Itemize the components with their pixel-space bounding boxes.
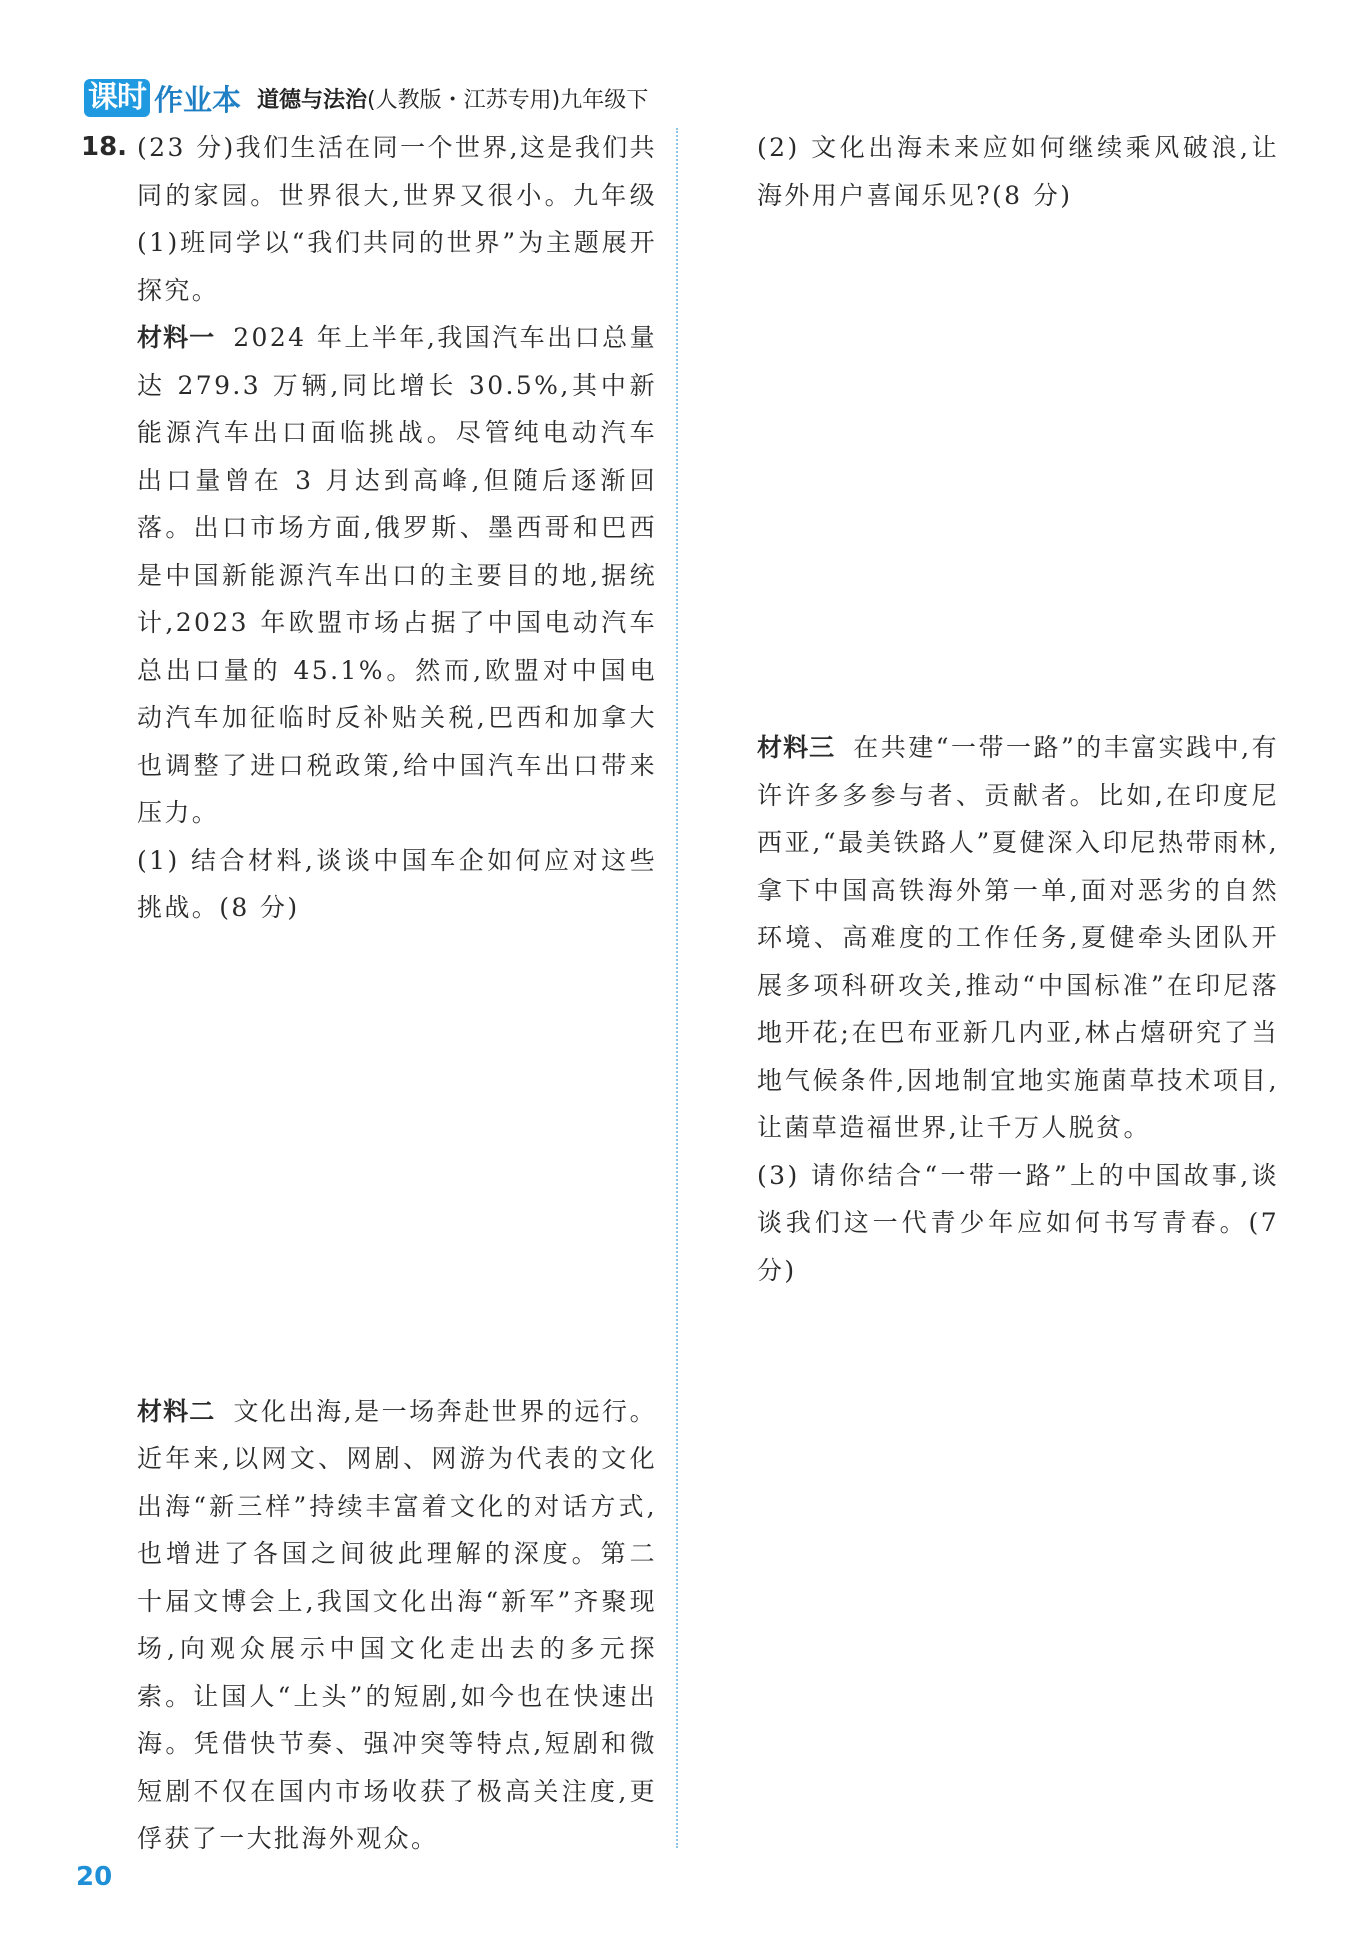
page-header [84, 78, 648, 118]
material-three-text: 在共建“一带一路”的丰富实践中,有许许多多参与者、贡献者。比如,在印度尼西亚,“最美铁路人”夏健深入印尼热带雨林,拿下中国高铁海外第一单,面对恶劣的自然环境、高难度的工作任务,夏健牵头团队开展多项科研攻关,推动“中国标准”在印尼落地开花;在巴布亚新几内亚,林占熺研究了当地气候条件,因地制宜地实施菌草技术项目,让菌草造福世界,让千万人脱贫。 [757, 733, 1279, 1142]
answer-space-1 [137, 932, 657, 1388]
material-one-text: 2024 年上半年,我国汽车出口总量达 279.3 万辆,同比增长 30.5%,其中新能源汽车出口面临挑战。尽管纯电动汽车出口量曾在 3 月达到高峰,但随后逐渐回落。出口市场方面,俄罗斯、墨西哥和巴西是中国新能源汽车出口的主要目的地,据统计,2023 年欧盟市场占据了中国电动汽车总出口量的 45.1%。然而,欧盟对中国电动汽车加征临时反补贴关税,巴西和加拿大也调整了进口税政策,给中国汽车出口带来压力。 [137, 323, 657, 827]
material-three-label: 材料三 [757, 733, 836, 762]
edition-info: (人教版・江苏专用)九年级下 [367, 87, 649, 113]
material-one [137, 314, 657, 837]
material-two-text: 文化出海,是一场奔赴世界的远行。近年来,以网文、网剧、网游为代表的文化出海“新三样”持续丰富着文化的对话方式,也增进了各国之间彼此理解的深度。第二十届文博会上,我国文化出海“新军”齐聚现场,向观众展示中国文化走出去的多元探索。让国人“上头”的短剧,如今也在快速出海。凭借快节奏、强冲突等特点,短剧和微短剧不仅在国内市场收获了极高关注度,更俘获了一大批海外观众。 [137, 1396, 657, 1853]
subject-title: 道德与法治 [257, 87, 368, 113]
page-number: 20 [76, 1862, 113, 1892]
right-column [757, 124, 1279, 1294]
question-block [81, 124, 658, 314]
sub-question-1: (1) 结合材料,谈谈中国车企如何应对这些挑战。(8 分) [137, 845, 657, 922]
material-three [757, 724, 1279, 1152]
material-two-label: 材料二 [137, 1396, 216, 1426]
brand-title: 作业本 [154, 82, 242, 117]
brand-logo: 课时 [84, 79, 150, 117]
material-two [137, 1388, 657, 1863]
column-divider [676, 128, 678, 1848]
sub-question-2: (2) 文化出海未来应如何继续乘风破浪,让海外用户喜闻乐见?(8 分) [757, 133, 1279, 210]
question-number: 18. [81, 132, 128, 162]
sub-question-3: (3) 请你结合“一带一路”上的中国故事,谈谈我们这一代青少年应如何书写青春。(7 分) [757, 1160, 1279, 1285]
material-one-label: 材料一 [137, 323, 216, 352]
answer-space-2 [757, 219, 1279, 724]
left-column [81, 124, 658, 1863]
question-intro: (23 分)我们生活在同一个世界,这是我们共同的家园。世界很大,世界又很小。九年级(1)班同学以“我们共同的世界”为主题展开探究。 [137, 133, 658, 305]
